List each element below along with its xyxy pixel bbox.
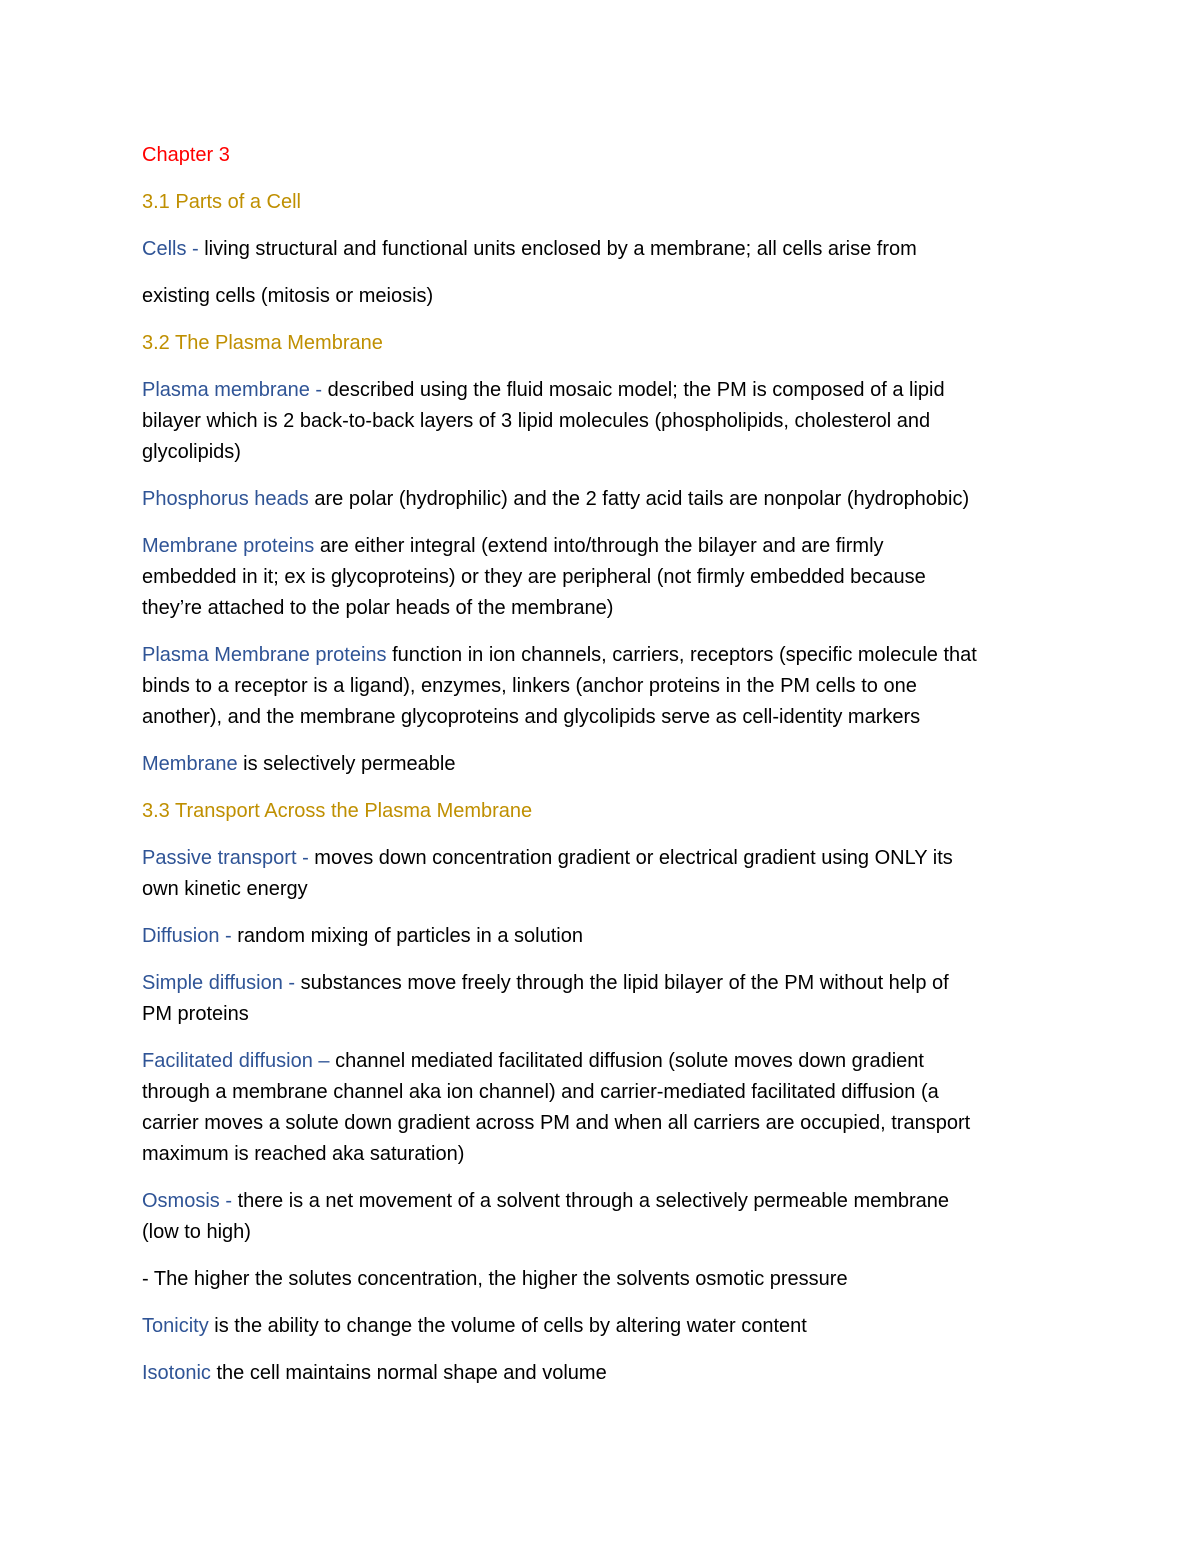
definition-text: - The higher the solutes concentration, the higher the solvents osmotic pressure <box>142 1268 848 1290</box>
term-label: Passive transport - <box>142 847 315 869</box>
definition-text: glycolipids) <box>142 441 241 463</box>
paragraph-line <box>142 1217 1062 1248</box>
definition-text: bilayer which is 2 back-to-back layers of 3 lipid molecules (phospholipids, cholesterol and <box>142 410 931 432</box>
paragraph-plain <box>142 281 1062 312</box>
term-label: Membrane <box>142 753 238 775</box>
term-label: Cells - <box>142 238 205 260</box>
definition-text: is selectively permeable <box>237 753 456 775</box>
definition-text: carrier moves a solute down gradient across PM and when all carriers are occupied, transport <box>142 1112 971 1134</box>
term-label: Plasma Membrane proteins <box>142 644 387 666</box>
paragraph-line <box>142 1077 1062 1108</box>
term-label: Simple diffusion - <box>142 972 301 994</box>
paragraph-definition <box>142 375 1062 468</box>
paragraph-line <box>142 562 1062 593</box>
section-heading: 3.3 Transport Across the Plasma Membrane <box>142 800 533 822</box>
paragraph-definition <box>142 968 1062 1030</box>
paragraph-line <box>142 1358 1062 1389</box>
paragraph-line <box>142 702 1062 733</box>
paragraph-line <box>142 1139 1062 1170</box>
definition-text: they’re attached to the polar heads of the membrane) <box>142 597 614 619</box>
paragraph-line <box>142 1186 1062 1217</box>
definition-text: are either integral (extend into/through the bilayer and are firmly <box>314 535 884 557</box>
paragraph-definition <box>142 1311 1062 1342</box>
paragraph-line <box>142 968 1062 999</box>
paragraph-line <box>142 671 1062 702</box>
definition-text: maximum is reached aka saturation) <box>142 1143 465 1165</box>
paragraph-line <box>142 531 1062 562</box>
definition-text: substances move freely through the lipid bilayer of the PM without help of <box>300 972 949 994</box>
paragraph-definition <box>142 1358 1062 1389</box>
paragraph-line <box>142 640 1062 671</box>
definition-text: there is a net movement of a solvent through a selectively permeable membrane <box>237 1190 950 1212</box>
definition-text: random mixing of particles in a solution <box>237 925 583 947</box>
paragraph-line <box>142 437 1062 468</box>
paragraph-definition <box>142 1046 1062 1170</box>
definition-text: another), and the membrane glycoproteins and glycolipids serve as cell-identity markers <box>142 706 921 728</box>
definition-text: binds to a receptor is a ligand), enzymes, linkers (anchor proteins in the PM cells to one <box>142 675 917 697</box>
section-heading: 3.2 The Plasma Membrane <box>142 332 383 354</box>
paragraph-line <box>142 1046 1062 1077</box>
paragraph-definition <box>142 1186 1062 1248</box>
paragraph-line <box>142 234 1062 265</box>
definition-text: channel mediated facilitated diffusion (solute moves down gradient <box>335 1050 924 1072</box>
paragraph-line <box>142 1311 1062 1342</box>
paragraph-definition <box>142 531 1062 624</box>
document-body <box>142 140 1062 1405</box>
term-label: Membrane proteins <box>142 535 315 557</box>
chapter-title: Chapter 3 <box>142 144 230 166</box>
paragraph-definition <box>142 640 1062 733</box>
paragraph-definition <box>142 843 1062 905</box>
term-label: Tonicity <box>142 1315 209 1337</box>
term-label: Phosphorus heads <box>142 488 309 510</box>
paragraph-line <box>142 406 1062 437</box>
term-label: Isotonic <box>142 1362 211 1384</box>
definition-text: are polar (hydrophilic) and the 2 fatty acid tails are nonpolar (hydrophobic) <box>308 488 970 510</box>
paragraph-plain <box>142 1264 1062 1295</box>
definition-text: PM proteins <box>142 1003 249 1025</box>
paragraph-definition <box>142 484 1062 515</box>
definition-text: is the ability to change the volume of cells by altering water content <box>208 1315 807 1337</box>
definition-text: (low to high) <box>142 1221 251 1243</box>
paragraph-line <box>142 874 1062 905</box>
term-label: Facilitated diffusion – <box>142 1050 336 1072</box>
term-label: Diffusion - <box>142 925 238 947</box>
document-blocks <box>142 187 1062 1389</box>
definition-text: living structural and functional units enclosed by a membrane; all cells arise from <box>204 238 917 260</box>
paragraph-line <box>142 593 1062 624</box>
paragraph-definition <box>142 921 1062 952</box>
term-label: Osmosis - <box>142 1190 238 1212</box>
definition-text: function in ion channels, carriers, receptors (specific molecule that <box>386 644 977 666</box>
paragraph-line <box>142 1264 1062 1295</box>
definition-text: embedded in it; ex is glycoproteins) or they are peripheral (not firmly embedded because <box>142 566 926 588</box>
paragraph-line <box>142 921 1062 952</box>
term-label: Plasma membrane - <box>142 379 328 401</box>
definition-text: existing cells (mitosis or meiosis) <box>142 285 434 307</box>
paragraph-definition <box>142 749 1062 780</box>
definition-text: moves down concentration gradient or electrical gradient using ONLY its <box>314 847 953 869</box>
definition-text: own kinetic energy <box>142 878 308 900</box>
paragraph-line <box>142 281 1062 312</box>
paragraph-line <box>142 843 1062 874</box>
paragraph-line <box>142 375 1062 406</box>
definition-text: the cell maintains normal shape and volume <box>210 1362 607 1384</box>
paragraph-line <box>142 749 1062 780</box>
paragraph-line <box>142 999 1062 1030</box>
paragraph-line <box>142 484 1062 515</box>
paragraph-definition <box>142 234 1062 265</box>
definition-text: through a membrane channel aka ion channel) and carrier-mediated facilitated diffusion (a <box>142 1081 939 1103</box>
paragraph-line <box>142 1108 1062 1139</box>
definition-text: described using the fluid mosaic model; the PM is composed of a lipid <box>327 379 945 401</box>
section-heading: 3.1 Parts of a Cell <box>142 191 301 213</box>
